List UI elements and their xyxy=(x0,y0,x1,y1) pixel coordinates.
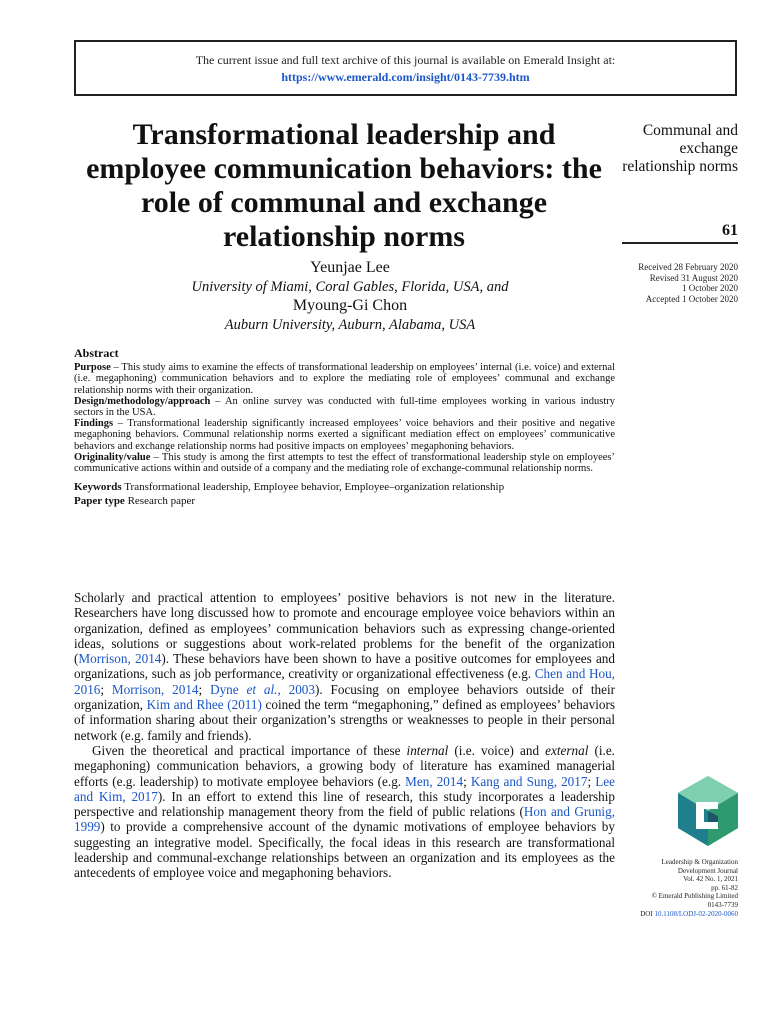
author-name: Yeunjae Lee xyxy=(310,259,390,276)
banner-text: The current issue and full text archive of this journal is available on Emerald Insight at: xyxy=(195,53,616,67)
text-run: ; xyxy=(587,773,596,789)
citation-link[interactable]: Morrison, 2014 xyxy=(78,651,162,667)
design-text: – An online survey was conducted with full-time employees working in various industry sectors in the USA. xyxy=(74,395,615,419)
date-received: Received 28 February 2020 xyxy=(638,262,738,272)
sidebar-divider xyxy=(622,242,738,244)
journal-line: Leadership & Organization xyxy=(661,858,738,866)
citation-link[interactable]: Kim and Rhee (2011) xyxy=(146,697,262,713)
keywords-label: Keywords xyxy=(74,481,122,494)
text-run: Given the theoretical and practical importance of these xyxy=(92,742,407,758)
text-run: ; xyxy=(100,681,112,697)
purpose-text: – This study aims to examine the effects of transformational leadership on employees’ internal (i.e. voice) and external (i.e. megaphoning) communication behaviors and to explore the mediating role of employees’ communal and exchange relationship norms with their organization. xyxy=(74,362,615,396)
abstract-paper-type xyxy=(74,494,615,508)
text-run: ; xyxy=(198,681,211,697)
citation-link[interactable]: Lee and Kim, 2017 xyxy=(74,773,615,804)
text-run: Scholarly and practical attention to employees’ positive behaviors is not new in the literature. Researchers have long discussed how to promote and encourage employee voice behaviors within an organization, defined as employees’ communication behaviors such as expressing change-oriented ideas, solutions or suggestions about work-related problems for the benefit of the organization ( xyxy=(74,590,615,667)
abstract-design xyxy=(74,396,615,418)
journal-line: 0143-7739 xyxy=(707,900,738,909)
body-paragraph-1 xyxy=(74,590,615,743)
text-run: ; xyxy=(463,773,471,789)
article-history-dates xyxy=(600,262,738,304)
author-block xyxy=(150,258,550,334)
emphasis: external xyxy=(545,742,589,758)
citation-link[interactable]: Men, 2014 xyxy=(405,773,464,789)
abstract-keywords xyxy=(74,480,615,494)
journal-line: © Emerald Publishing Limited xyxy=(651,892,738,901)
emphasis: internal xyxy=(406,742,449,758)
author-affiliation: University of Miami, Coral Gables, Florida, USA, and xyxy=(191,279,509,295)
citation-link[interactable]: Hon and Grunig, 1999 xyxy=(74,804,615,835)
paper-type-text: Research paper xyxy=(124,495,196,508)
abstract-findings xyxy=(74,418,615,452)
text-run: ) to provide a comprehensive account of the dynamic motivations of employee behaviors by suggesting an integrative model. Specifically, the focal ideas in this research are transformational leadership and communal-exchange relationships between an organization and its employees as the antecedents of employee voice and megaphoning behaviors. xyxy=(74,819,615,881)
citation-part: et al. xyxy=(246,681,278,697)
citation-link[interactable]: Chen and Hou, 2016 xyxy=(74,666,615,697)
citation-part: Dyne xyxy=(210,681,247,697)
text-run: (i.e. voice) and xyxy=(448,742,546,758)
journal-information xyxy=(600,858,738,918)
text-run: coined the term “megaphoning,” defined as employees’ behaviors of information sharing about their organization’s strengths or weaknesses to people in their personal network (e.g. family and friends). xyxy=(74,697,615,743)
journal-line: Development Journal xyxy=(677,866,738,875)
journal-line: Vol. 42 No. 1, 2021 xyxy=(683,875,738,884)
paper-type-label: Paper type xyxy=(74,495,125,508)
text-run: ). These behaviors have been shown to have a positive outcomes for employees and organizations, such as job performance, creativity or organizational effectiveness (e.g. xyxy=(74,651,615,682)
page-number: 61 xyxy=(722,222,738,239)
abstract-originality xyxy=(74,452,615,474)
body-paragraph-2 xyxy=(74,743,615,881)
date-revised: Revised 31 August 2020 xyxy=(649,272,738,283)
journal-archive-link[interactable]: https://www.emerald.com/insight/0143-7739.htm xyxy=(281,70,530,84)
abstract-purpose xyxy=(74,362,615,396)
purpose-label: Purpose xyxy=(74,362,111,374)
abstract-section xyxy=(74,348,615,508)
emerald-logo-icon xyxy=(678,776,738,846)
author-name: Myoung-Gi Chon xyxy=(292,297,408,314)
doi-label: DOI xyxy=(640,909,655,918)
findings-text: – Transformational leadership significantly increased employees’ voice behaviors and their positive and negative megaphoning behaviors. Communal relationship norms exerted a significant mediation effect on employees’ communicative behaviors and exchange relationship norms had positive impacts on employees’ megaphoning behaviors. xyxy=(74,418,615,452)
citation-link[interactable]: Morrison, 2014 xyxy=(111,681,199,697)
originality-label: Originality/value xyxy=(74,451,151,463)
journal-availability-banner xyxy=(74,40,737,96)
date-accepted: Accepted 1 October 2020 xyxy=(645,293,738,304)
article-title: Transformational leadership and employee communication behaviors: the role of communal and exchange relationship norms xyxy=(86,118,602,253)
article-body xyxy=(74,590,615,881)
text-run: (i.e. megaphoning) communication behaviors, a growing body of literature has examined managerial efforts (e.g. leadership) to motivate employee behaviors (e.g. xyxy=(74,742,615,789)
design-label: Design/methodology/approach xyxy=(74,395,211,407)
date-revised-2: 1 October 2020 xyxy=(682,283,738,293)
abstract-heading: Abstract xyxy=(74,346,119,360)
findings-label: Findings xyxy=(74,418,114,430)
keywords-text: Transformational leadership, Employee behavior, Employee–organization relationship xyxy=(121,481,505,494)
journal-line: pp. 61-82 xyxy=(711,883,738,892)
text-run: ). Focusing on employee behaviors outside of their organization, xyxy=(74,681,615,713)
text-run: ). In an effort to extend this line of research, this study incorporates a leadership perspective and relationship management theory from the field of public relations ( xyxy=(74,788,615,820)
citation-part: , 2003 xyxy=(277,681,315,697)
doi-line xyxy=(600,910,738,919)
citation-link[interactable]: Kang and Sung, 2017 xyxy=(470,773,588,789)
running-title: Communal and exchange relationship norms xyxy=(622,122,738,175)
citation-link[interactable] xyxy=(210,682,315,697)
author-affiliation: Auburn University, Auburn, Alabama, USA xyxy=(224,317,476,333)
doi-link[interactable]: 10.1108/LODJ-02-2020-0060 xyxy=(654,909,738,918)
originality-text: – This study is among the first attempts to test the effect of transformational leadership style on employees’ communicative actions within and outside of a company and the mediating role of exchange-communal relationship norms. xyxy=(74,451,615,475)
